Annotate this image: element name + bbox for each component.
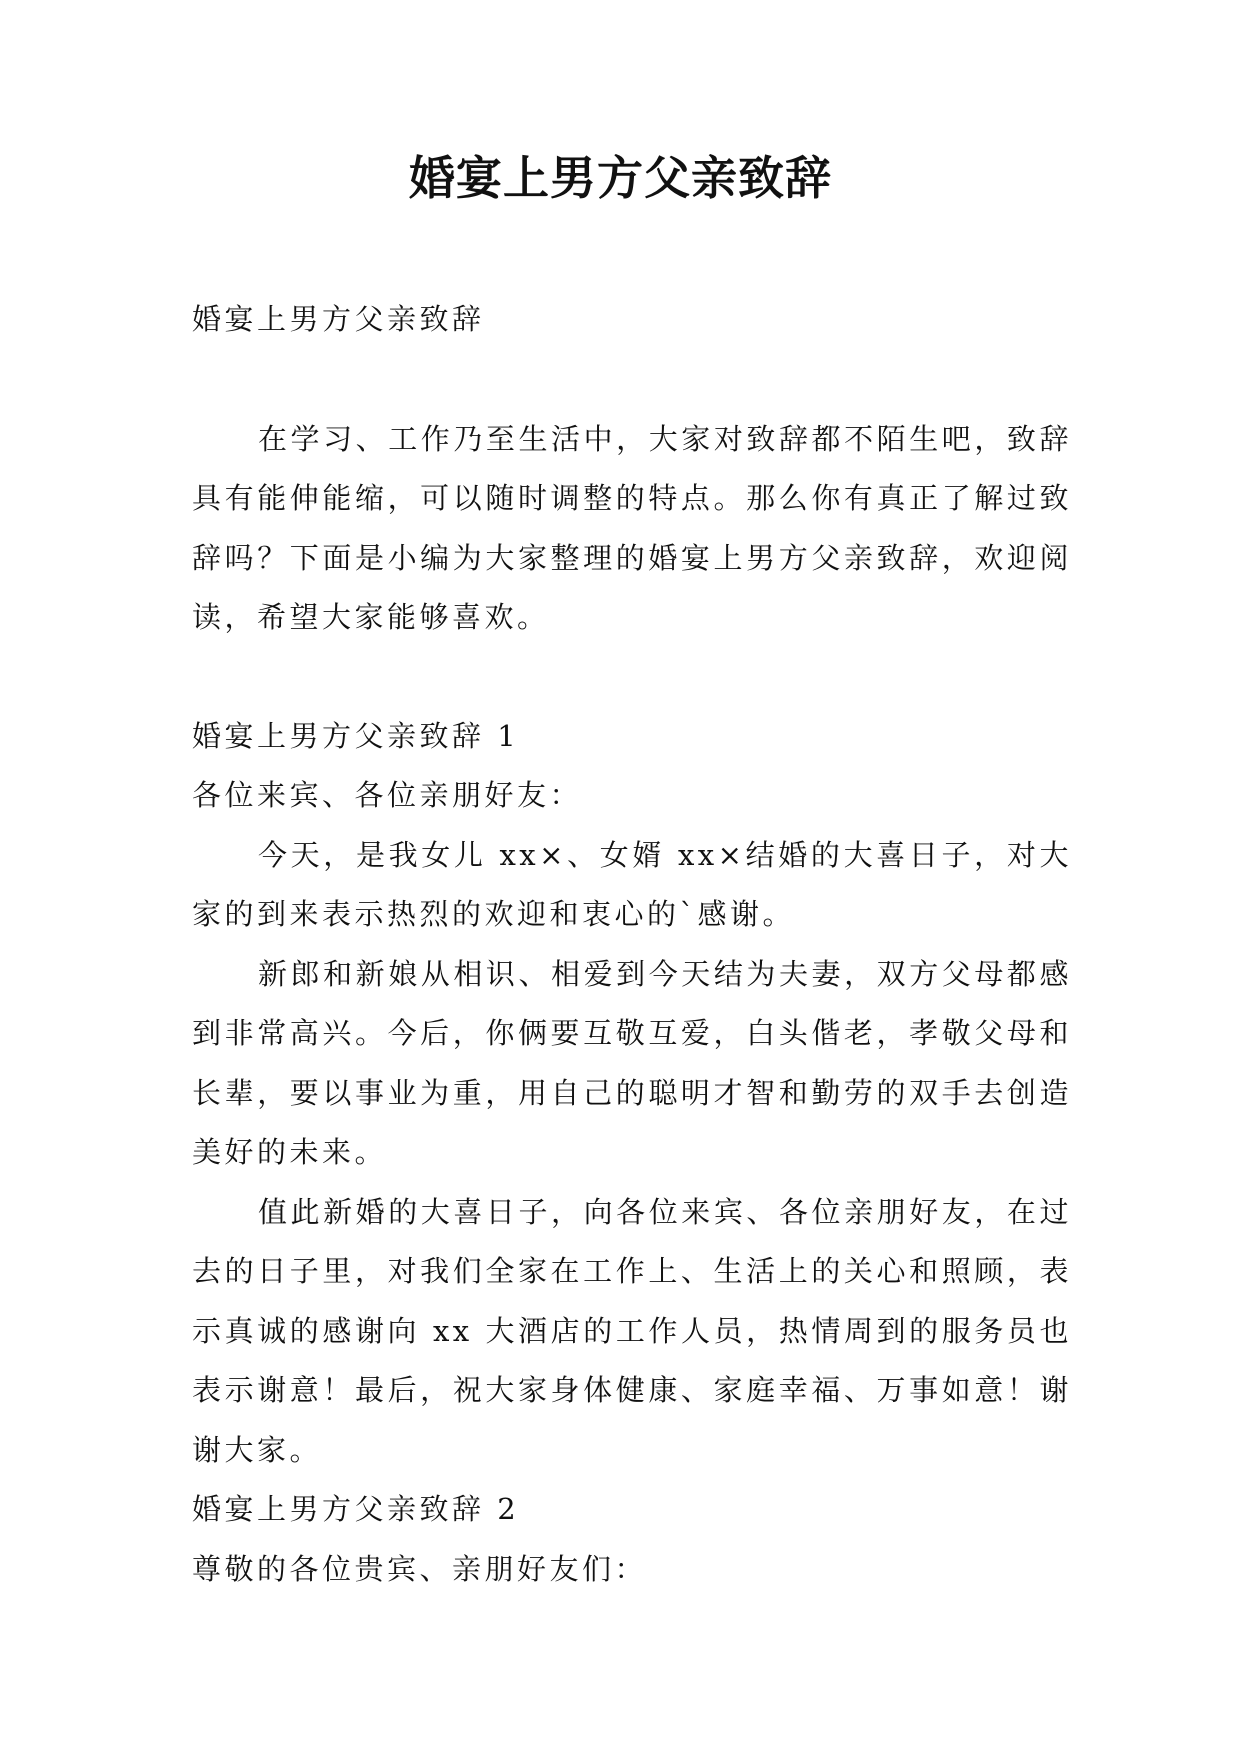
section-greeting-1: 各位来宾、各位亲朋好友： bbox=[192, 778, 583, 812]
intro-paragraph: 在学习、工作乃至生活中，大家对致辞都不陌生吧，致辞具有能伸能缩，可以随时调整的特点。那么你有真正了解过致辞吗？下面是小编为大家整理的婚宴上男方父亲致辞，欢迎阅读，希望大家能够喜欢。 bbox=[192, 421, 1072, 634]
section1-paragraph: 值此新婚的大喜日子，向各位来宾、各位亲朋好友，在过去的日子里，对我们全家在工作上、生活上的关心和照顾，表示真诚的感谢向 xx 大酒店的工作人员，热情周到的服务员也表示谢意！最后，祝大家身体健康、家庭幸福、万事如意！谢谢大家。 bbox=[192, 1194, 1072, 1467]
section-greeting-2: 尊敬的各位贵宾、亲朋好友们： bbox=[192, 1551, 648, 1586]
section-heading-2: 婚宴上男方父亲致辞 2 bbox=[192, 1492, 520, 1526]
document-body bbox=[192, 290, 1072, 1599]
document-title: 婚宴上男方父亲致辞 bbox=[409, 151, 832, 205]
section1-paragraph: 新郎和新娘从相识、相爱到今天结为夫妻，双方父母都感到非常高兴。今后，你俩要互敬互爱，白头偕老，孝敬父母和长辈，要以事业为重，用自己的聪明才智和勤劳的双手去创造美好的未来。 bbox=[192, 956, 1072, 1169]
section1-paragraph: 今天，是我女儿 xx×、女婿 xx×结婚的大喜日子，对大家的到来表示热烈的欢迎和衷心的`感谢。 bbox=[192, 837, 1072, 931]
document-subtitle: 婚宴上男方父亲致辞 bbox=[192, 302, 485, 336]
section-heading-1: 婚宴上男方父亲致辞 1 bbox=[192, 718, 520, 753]
